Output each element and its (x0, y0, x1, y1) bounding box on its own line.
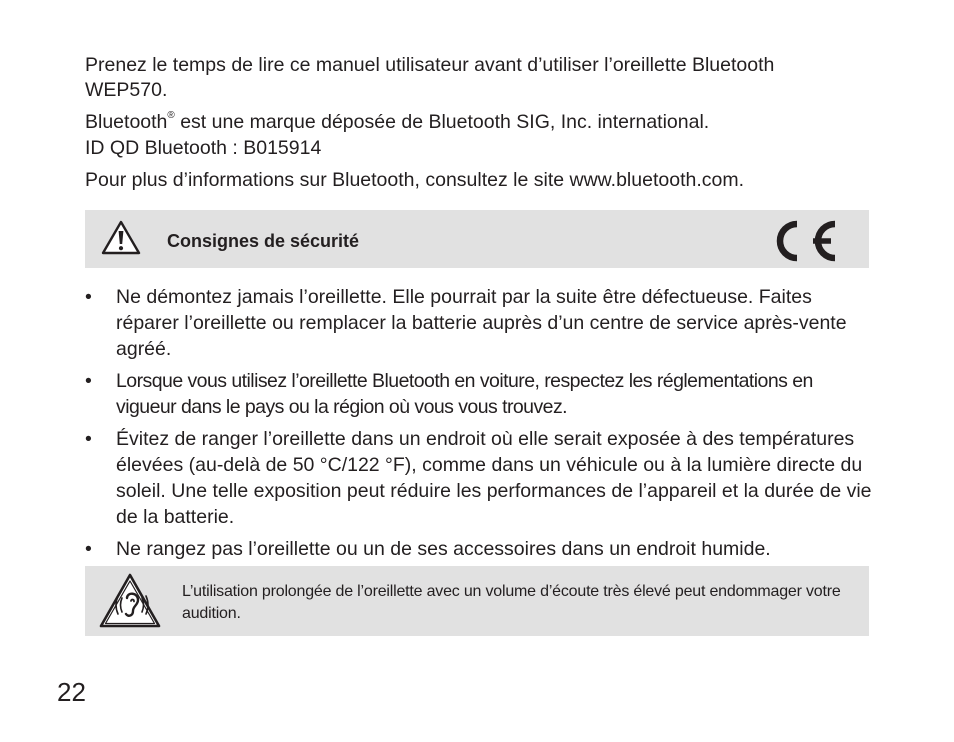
hearing-damage-warning-icon (99, 573, 161, 629)
bullet-marker: • (85, 286, 92, 308)
list-item-text: Évitez de ranger l’oreillette dans un endroit où elle serait exposée à des températures élevées (au-delà de 50 °C/122 °F), comme dans un véhicule ou à la lumière directe du soleil. Une telle exposition peut réduire les performances de l’appareil et la durée de vie de la batterie. (116, 428, 872, 528)
registered-mark: ® (167, 109, 175, 121)
intro-read-manual: Prenez le temps de lire ce manuel utilisateur avant d’utiliser l’oreillette Bluetooth WEP570. (85, 54, 775, 101)
list-item-text: Ne rangez pas l’oreillette ou un de ses accessoires dans un endroit humide. (116, 538, 771, 560)
safety-header (85, 210, 869, 268)
list-item (85, 426, 875, 530)
hearing-warning-box (85, 566, 869, 636)
hearing-warning-text: L’utilisation prolongée de l’oreillette avec un volume d’écoute très élevé peut endommager votre audition. (182, 583, 841, 622)
bullet-marker: • (85, 428, 92, 450)
bullet-marker: • (85, 370, 92, 392)
trademark-word: Bluetooth (85, 111, 168, 133)
trademark-text: est une marque déposée de Bluetooth SIG, Inc. international. (174, 111, 710, 133)
intro-trademark (85, 110, 865, 135)
safety-title: Consignes de sécurité (167, 231, 360, 251)
list-item (85, 368, 875, 420)
ce-mark-icon (767, 218, 841, 264)
list-item (85, 536, 875, 562)
warning-triangle-icon (101, 220, 141, 256)
bullet-marker: • (85, 538, 92, 560)
intro-qd-id: ID QD Bluetooth : B015914 (85, 137, 322, 159)
intro-more-info: Pour plus d’informations sur Bluetooth, consultez le site www.bluetooth.com. (85, 169, 745, 191)
list-item-text: Lorsque vous utilisez l’oreillette Bluetooth en voiture, respectez les réglementations en vigueur dans le pays ou la région où vous vous trouvez. (116, 370, 813, 418)
page-number: 22 (57, 677, 86, 707)
list-item (85, 284, 875, 362)
safety-list (85, 284, 875, 568)
list-item-text: Ne démontez jamais l’oreillette. Elle pourrait par la suite être défectueuse. Faites réparer l’oreillette ou remplacer la batterie auprès d’un centre de service après-vente agréé. (116, 286, 847, 360)
